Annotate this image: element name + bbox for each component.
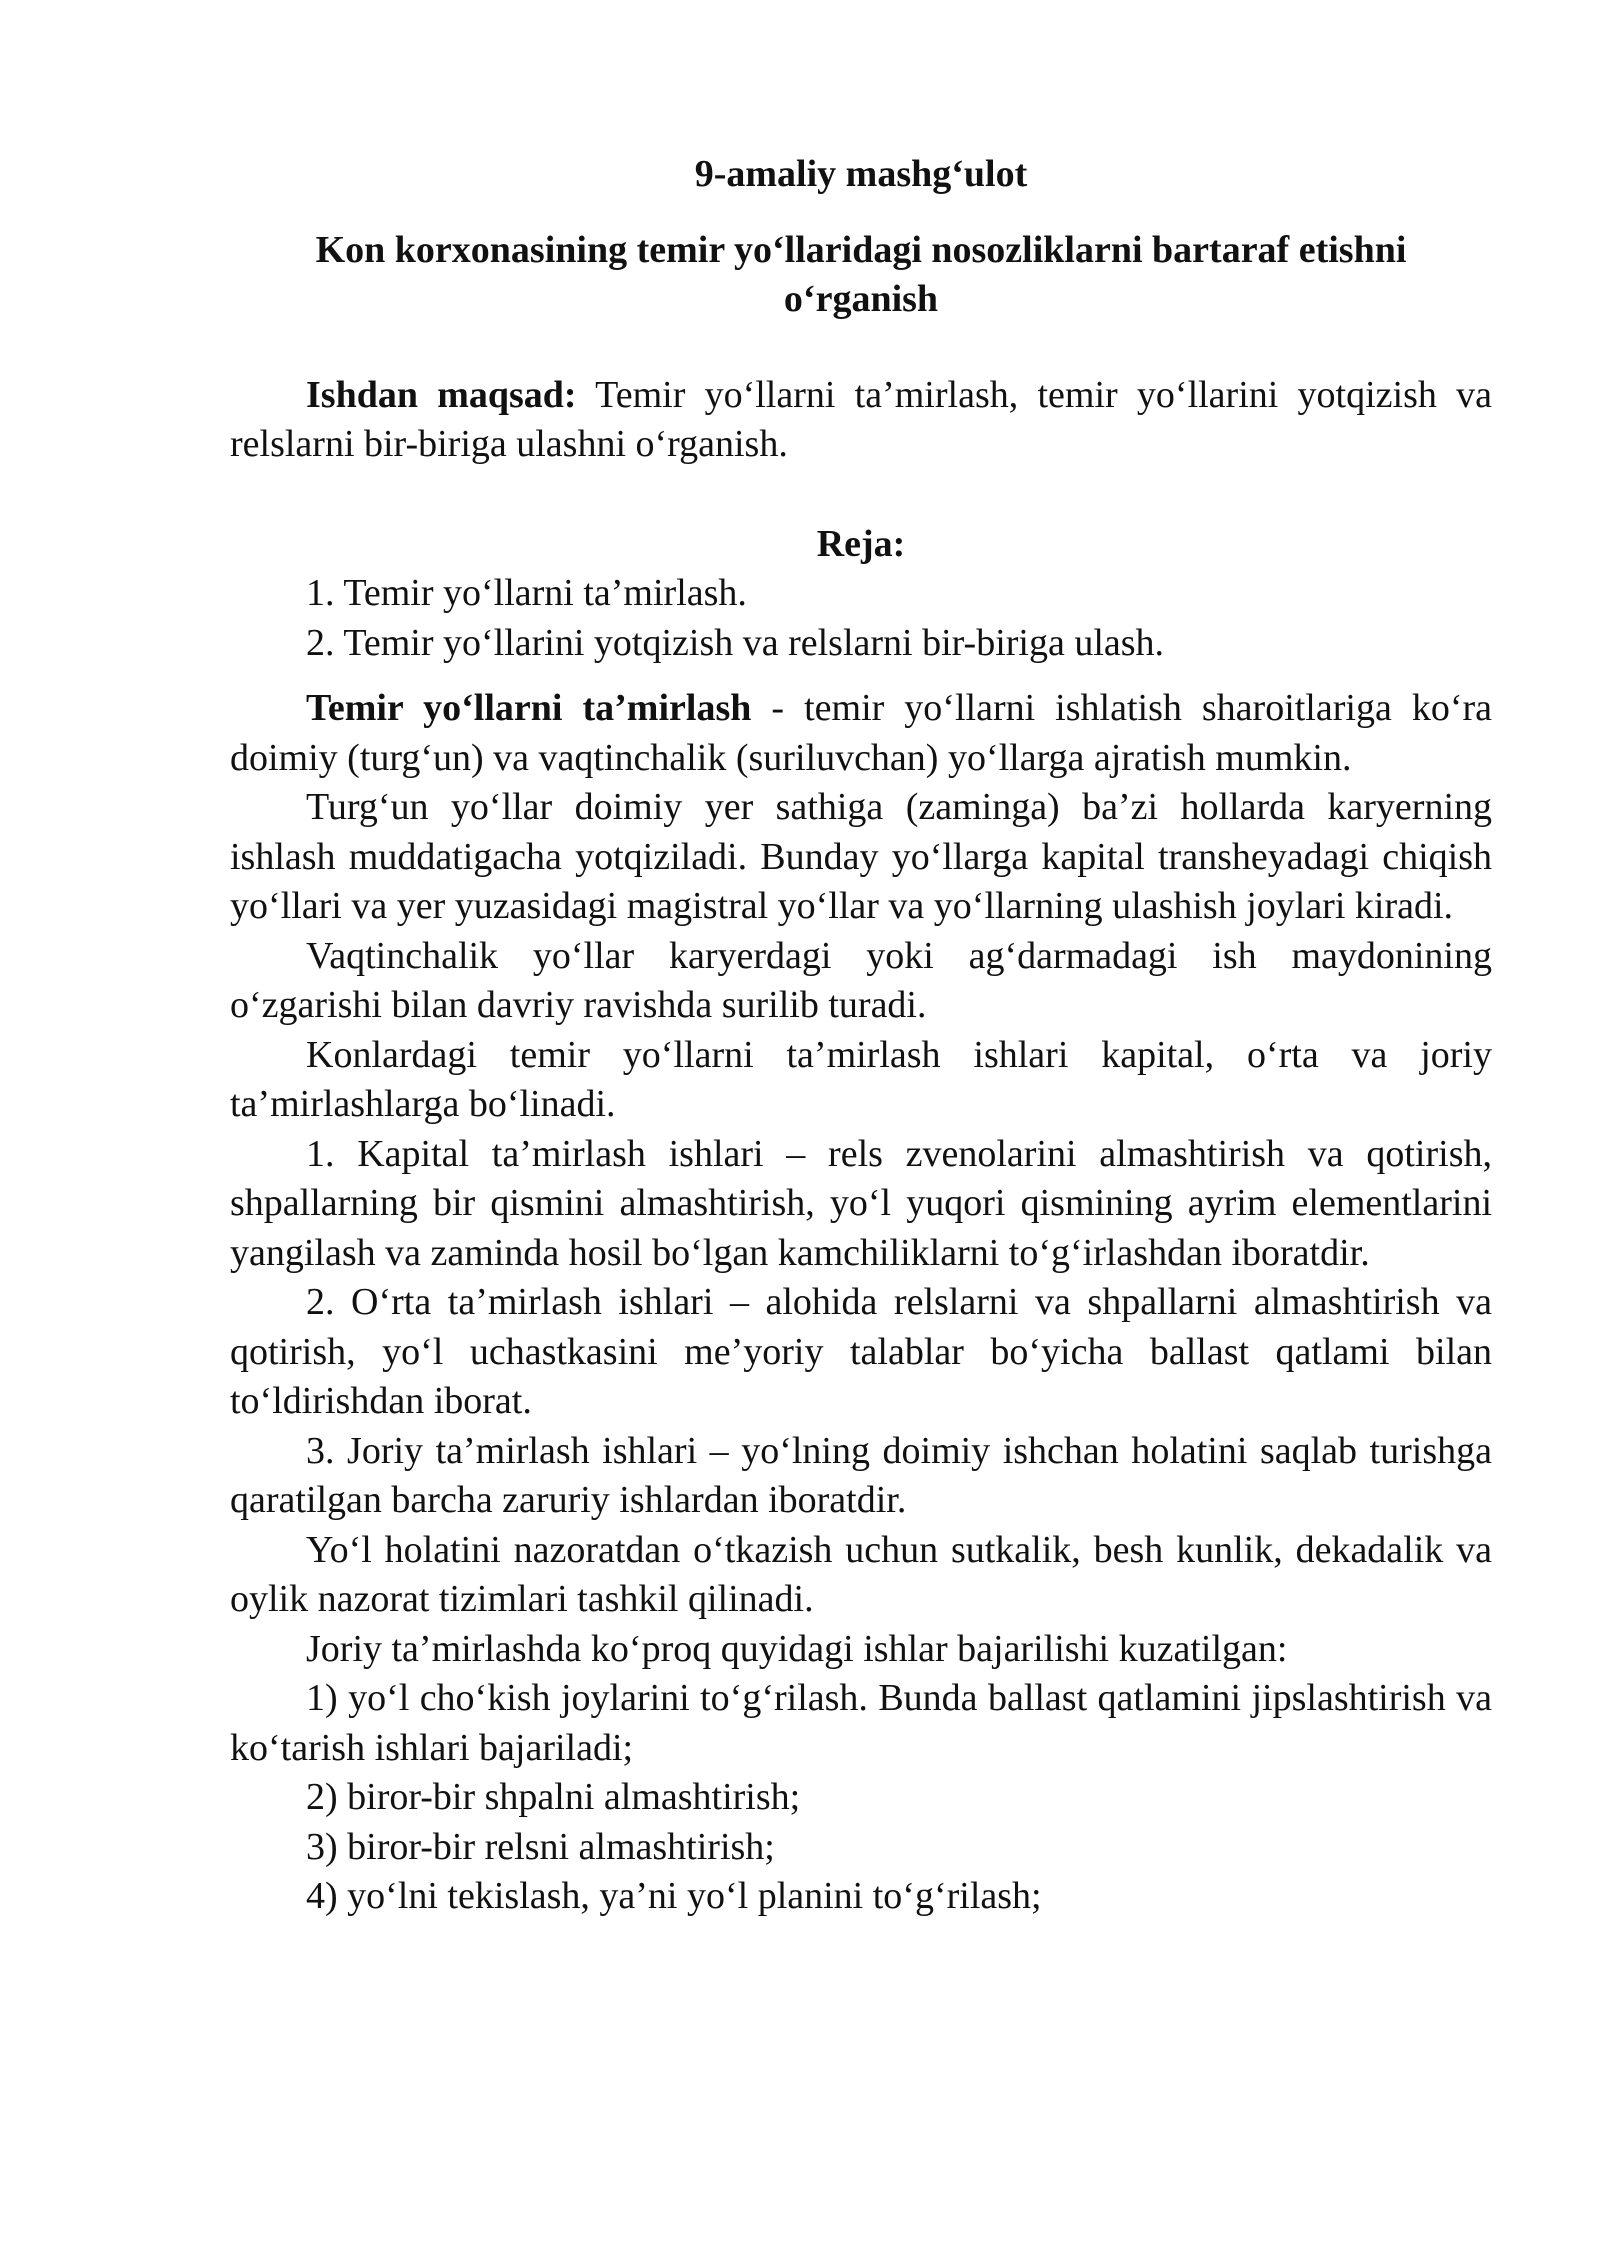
plan-item: 2. Temir yo‘llarini yotqizish va relslarni bir-biriga ulash. (306, 621, 1165, 664)
body-paragraph: 1) yo‘l cho‘kish joylarini to‘g‘rilash. Bunda ballast qatlamini jipslashtirish va ko‘tarish ishlari bajariladi; (230, 1677, 1492, 1769)
subtitle-line-2: o‘rganish (783, 278, 939, 320)
body-paragraph: 3. Joriy ta’mirlash ishlari – yo‘lning doimiy ishchan holatini saqlab turishga qaratilgan barcha zaruriy ishlardan iboratdir. (230, 1429, 1492, 1521)
purpose-paragraph (230, 371, 1492, 470)
body-paragraph: 4) yo‘lni tekislash, ya’ni yo‘l planini to‘g‘rilash; (306, 1875, 1042, 1917)
purpose-text: Temir yo‘llarni ta’mirlash, temir yo‘llarini yotqizish va relslarni bir-biriga ulashni o‘rganish. (230, 373, 1492, 465)
plan-item: 1. Temir yo‘llarni ta’mirlash. (306, 572, 747, 614)
body-paragraph: Joriy ta’mirlashda ko‘proq quyidagi ishlar bajarilishi kuzatilgan: (306, 1627, 1288, 1670)
body-paragraph: 2) biror-bir shpalni almashtirish; (306, 1776, 801, 1818)
body-paragraph: 3) biror-bir relsni almashtirish; (306, 1825, 775, 1868)
document-page (230, 150, 1492, 1922)
document-title: 9-amaliy mashg‘ulot (694, 153, 1028, 195)
body-paragraph: Vaqtinchalik yo‘llar karyerdagi yoki ag‘darmadagi ish maydonining o‘zgarishi bilan davriy ravishda surilib turadi. (230, 934, 1492, 1026)
body-paragraph: Turg‘un yo‘llar doimiy yer sathiga (zaminga) ba’zi hollarda karyerning ishlash muddatigacha yotqiziladi. Bunday yo‘llarga kapital transheyadagi chiqish yo‘llari va yer yuzasidagi magistral yo‘llar va yo‘llarning ulashish joylari kiradi. (230, 786, 1492, 927)
purpose-label: Ishdan maqsad: (306, 373, 577, 416)
section-term: Temir yo‘llarni ta’mirlash (306, 687, 752, 729)
section-intro-paragraph (230, 684, 1492, 783)
body-paragraph: Yo‘l holatini nazoratdan o‘tkazish uchun sutkalik, besh kunlik, dekadalik va oylik nazorat tizimlari tashkil qilinadi. (230, 1528, 1492, 1620)
body-paragraph: 1. Kapital ta’mirlash ishlari – rels zvenolarini almashtirish va qotirish, shpallarning bir qismini almashtirish, yo‘l yuqori qismining ayrim elementlarini yangilash va zaminda hosil bo‘lgan kamchiliklarni to‘g‘irlashdan iboratdir. (230, 1132, 1492, 1274)
body-paragraph: Konlardagi temir yo‘llarni ta’mirlash ishlari kapital, o‘rta va joriy ta’mirlashlarga bo‘linadi. (230, 1033, 1492, 1125)
subtitle-line-1: Kon korxonasining temir yo‘llaridagi nosozliklarni bartaraf etishni (315, 228, 1407, 271)
body-paragraph: 2. O‘rta ta’mirlash ishlari – alohida relslarni va shpallarni almashtirish va qotirish, yo‘l uchastkasini me’yoriy talablar bo‘yicha ballast qatlami bilan to‘ldirishdan iborat. (230, 1281, 1492, 1422)
document-subtitle (230, 226, 1492, 325)
plan-heading: Reja: (816, 522, 906, 565)
section-term-text: - temir yo‘llarni ishlatish sharoitlariga ko‘ra doimiy (turg‘un) va vaqtinchalik (suriluvchan) yo‘llarga ajratish mumkin. (230, 687, 1493, 779)
plan-list (230, 569, 1492, 668)
